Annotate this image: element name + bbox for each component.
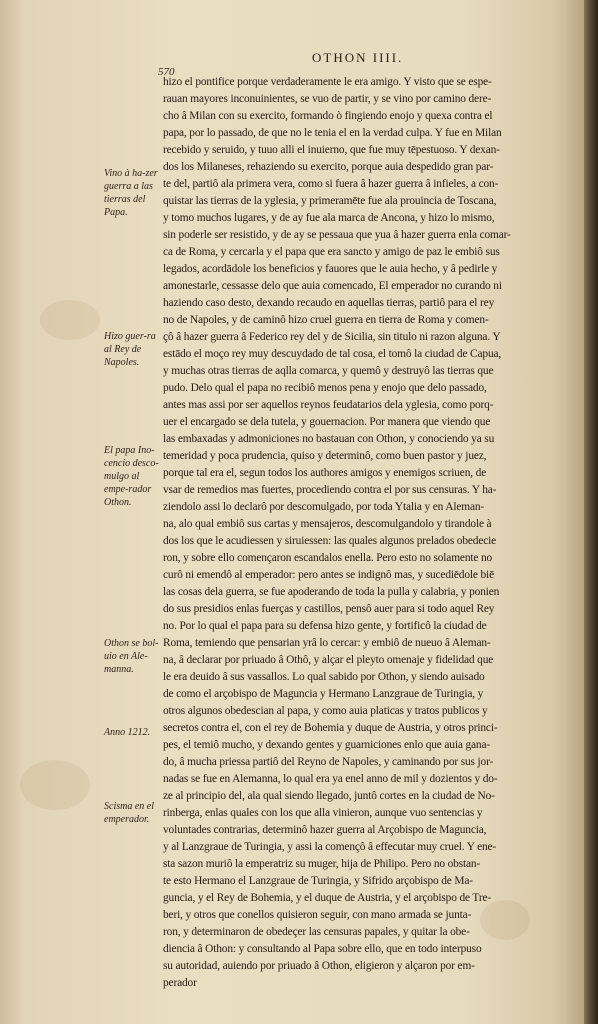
text-line: curô ni emendô al emperador: pero antes se indignô mas, y sucediēdole biē	[163, 569, 494, 581]
text-line: y tomo muchos lugares, y de ay fue ala marca de Ancona, y hizo lo mismo,	[163, 212, 495, 224]
text-line: secretos contra el, con el rey de Bohemia y duque de Austria, y otros princi-	[163, 722, 498, 734]
text-line: uer el encargado se dela tutela, y gouernacion. Por manera que viendo que	[163, 416, 491, 428]
text-line: antes mas assi por ser aquellos reynos feudatarios dela yglesia, como porq-	[163, 399, 494, 411]
text-line: ca de Roma, y cercarla y el papa que era sancto y amigo de paz le embiô sus	[163, 246, 500, 258]
running-head: OTHON IIII.	[312, 50, 404, 65]
text-line: de como el arçobispo de Maguncia y Hermano Lanzgraue de Turingia, y	[163, 688, 484, 700]
text-line: voluntades contrarias, determinô hazer guerra al Arçobispo de Maguncia,	[163, 824, 487, 836]
text-line: rinberga, enlas quales con los que alla vinieron, aunque vuo sentencias y	[163, 807, 483, 819]
paper-stain	[20, 760, 90, 810]
text-line: su autoridad, auiendo por priuado â Othon, eligieron y alçaron por em-	[163, 960, 475, 972]
text-line: hizo el pontifice porque verdaderamente le era amigo. Y visto que se espe-	[163, 76, 492, 88]
text-line: beri, y otros que conellos quisieron seguir, con mano armada se junta-	[163, 909, 472, 921]
text-line: porque tal era el, segun todos los authores amigos y enemigos scriuen, de	[163, 467, 487, 479]
text-line: te del, partiô ala primera vera, como si fuera â hazer guerra â infieles, a con-	[163, 178, 499, 190]
text-line: estādo el moço rey muy descuydado de tal cosa, el tomô la ciudad de Capua,	[163, 348, 502, 360]
body-text	[163, 74, 573, 992]
text-line: recebido y seruido, y tuuo alli el inuierno, que fue muy tēpestuoso. Y dexan-	[163, 144, 500, 156]
text-line: sin poderle ser resistido, y de ay se pessaua que yua â hazer guerra enla comar-	[163, 229, 511, 241]
text-line: na, alo qual embiô sus cartas y mensajeros, descomulgandolo y tirandole à	[163, 518, 492, 530]
margin-note: Scisma en el emperador.	[104, 801, 154, 825]
text-line: çô â hazer guerra â Federico rey del y de Sicilia, sin titulo ni razon alguna. Y	[163, 331, 501, 343]
text-line: ron, y sobre ello començaron escandalos enella. Pero esto no solamente no	[163, 552, 493, 564]
text-line: y muchas otras tierras de aqlla comarca, y quemô y destruyô las tierras que	[163, 365, 494, 377]
margin-note: Anno 1212.	[104, 727, 151, 738]
text-line: pes, el temiô mucho, y dexando gentes y guarniciones enlo que auia gana-	[163, 739, 491, 751]
text-line: vsar de remedios mas fuertes, procediendo contra el por sus censuras. Y ha-	[163, 484, 497, 496]
margin-note: Vino à ha-zer guerra a las tierras del Papa.	[104, 168, 158, 218]
text-line: ze al principio del, ala qual siendo llegado, juntô cortes en la ciudad de No-	[163, 790, 495, 802]
page-number: 570	[158, 66, 175, 78]
text-line: ron, y determinaron de obedeçer las censuras papales, y quitar la obe-	[163, 926, 470, 938]
text-line: le era deuido â sus vassallos. Lo qual sabido por Othon, y siendo auisado	[163, 671, 485, 683]
text-line: cho â Milan con su exercito, formando ò fingiendo enojo y quexa contra el	[163, 110, 493, 122]
margin-note: El papa Ino-cencio desco-mulgo al empe-rador Othon.	[104, 445, 159, 508]
text-line: amonestarle, cessasse delo que auia comencado, El emperador no curando ni	[163, 280, 502, 292]
paper-stain	[40, 300, 100, 340]
text-line: rauan mayores inconuinientes, se vuo de partir, y se vino por camino dere-	[163, 93, 492, 105]
text-line: papa, por lo passado, de que no le tenia el en la verdad culpa. Y fue en Milan	[163, 127, 502, 139]
text-line: temeridad y poca prudencia, quiso y determinô, como buen pastor y juez,	[163, 450, 487, 462]
margin-note: Othon se bol-uio en Ale-manna.	[104, 638, 159, 675]
text-line: no de Napoles, y de caminô hizo cruel guerra en tierra de Roma y comen-	[163, 314, 489, 326]
text-line: te esto Hermano el Lanzgraue de Turingia, y Sifrido arçobispo de Ma-	[163, 875, 473, 887]
text-line: no. Por lo qual el papa para su defensa hizo gente, y fortificô la ciudad de	[163, 620, 487, 632]
book-edge	[584, 0, 598, 1024]
text-line: y al Lanzgraue de Turingia, y assi la començô â effecutar muy cruel. Y ene-	[163, 841, 497, 853]
text-line: pudo. Delo qual el papa no recibiô menos pena y enojo que delo passado,	[163, 382, 487, 394]
text-line: do sus presidios enlas fuerças y castillos, pensô auer para si todo aquel Rey	[163, 603, 495, 615]
text-line: quistar las tierras de la yglesia, y primeramēte fue ala prouincia de Toscana,	[163, 195, 497, 207]
text-line: diencia â Othon: y consultando al Papa sobre ello, que en todo interpuso	[163, 943, 482, 955]
text-line: dos los Milaneses, rehaziendo su exercito, porque auia despedido gran par-	[163, 161, 494, 173]
text-line: haziendo caso desto, dexando recaudo en aquellas tierras, partiô para el rey	[163, 297, 495, 309]
text-line: do, â mucha priessa partiô del Reyno de Napoles, y caminando por sus jor-	[163, 756, 494, 768]
margin-note: Hizo guer-ra al Rey de Napoles.	[104, 331, 156, 368]
text-line: na, â declarar por priuado â Othô, y alçar el pleyto omenaje y fidelidad que	[163, 654, 494, 666]
text-line: Roma, temiendo que pensarian yrâ lo cercar: y embiô de nueuo â Aleman-	[163, 637, 491, 649]
text-line: legados, acordādole los beneficios y fauores que le auia hecho, y â pedirle y	[163, 263, 498, 275]
text-line: otros algunos obedescian al papa, y como auia platicas y tratos publicos y	[163, 705, 488, 717]
text-line: sta sazon muriô la emperatriz su muger, hija de Philipo. Pero no obstan-	[163, 858, 481, 870]
text-line: guncia, y el Rey de Bohemia, y el duque de Austria, y el arçobispo de Tre-	[163, 892, 492, 904]
text-line: ziendolo assi lo declarô por descomulgado, por toda Ytalia y en Aleman-	[163, 501, 485, 513]
text-line: dos los que le acudiessen y siruiessen: las quales algunos prelados obedecie	[163, 535, 497, 547]
text-line: nadas se fue en Alemanna, lo qual era ya enel anno de mil y dozientos y do-	[163, 773, 498, 785]
text-line: las cosas dela guerra, se fue apoderando de toda la pulla y calabria, y ponien	[163, 586, 500, 598]
text-line: las embaxadas y admoniciones no bastauan con Othon, y conociendo ya su	[163, 433, 495, 445]
text-line: perador	[163, 977, 197, 989]
